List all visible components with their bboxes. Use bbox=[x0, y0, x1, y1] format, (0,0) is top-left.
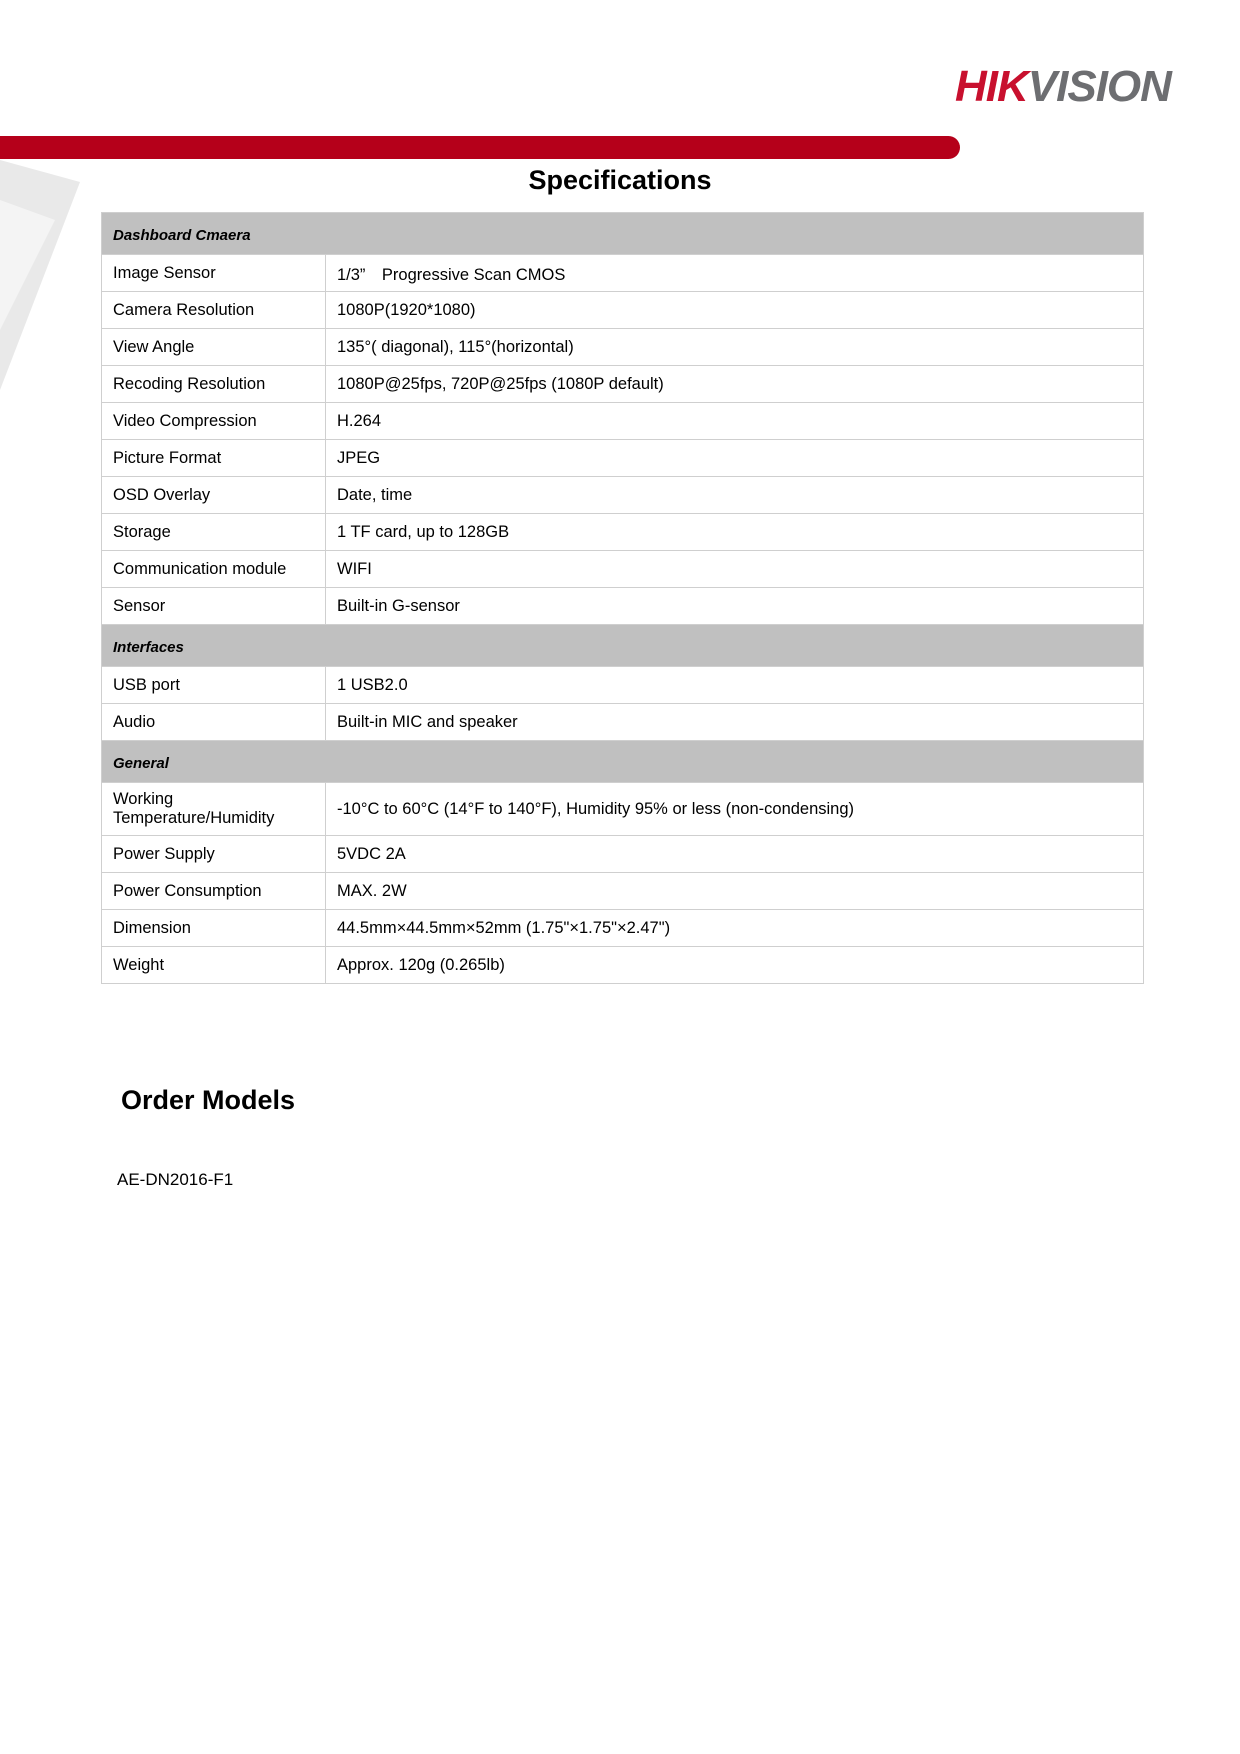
spec-value: 5VDC 2A bbox=[326, 836, 1144, 873]
spec-value: Date, time bbox=[326, 477, 1144, 514]
spec-value: Built-in MIC and speaker bbox=[326, 704, 1144, 741]
spec-value: MAX. 2W bbox=[326, 873, 1144, 910]
spec-key: Recoding Resolution bbox=[102, 366, 326, 403]
spec-key: Image Sensor bbox=[102, 255, 326, 292]
spec-value: 1080P@25fps, 720P@25fps (1080P default) bbox=[326, 366, 1144, 403]
table-row bbox=[102, 588, 1144, 625]
spec-value: JPEG bbox=[326, 440, 1144, 477]
table-row bbox=[102, 403, 1144, 440]
order-model-number: AE-DN2016-F1 bbox=[117, 1170, 234, 1189]
section-header-camera bbox=[102, 213, 1144, 255]
spec-key: Audio bbox=[102, 704, 326, 741]
spec-key: Power Supply bbox=[102, 836, 326, 873]
section-title: General bbox=[102, 741, 1144, 783]
spec-key: Power Consumption bbox=[102, 873, 326, 910]
table-row bbox=[102, 514, 1144, 551]
spec-key: OSD Overlay bbox=[102, 477, 326, 514]
table-row bbox=[102, 783, 1144, 836]
spec-key: Storage bbox=[102, 514, 326, 551]
spec-key: Camera Resolution bbox=[102, 292, 326, 329]
spec-value: 1/3” Progressive Scan CMOS bbox=[326, 255, 1144, 292]
page-title: Specifications bbox=[528, 165, 712, 195]
section-title: Interfaces bbox=[102, 625, 1144, 667]
section-title: Dashboard Cmaera bbox=[102, 213, 1144, 255]
table-row bbox=[102, 873, 1144, 910]
spec-value: Built-in G-sensor bbox=[326, 588, 1144, 625]
table-row bbox=[102, 366, 1144, 403]
hikvision-logo bbox=[955, 62, 1171, 112]
table-row bbox=[102, 836, 1144, 873]
spec-value: Approx. 120g (0.265lb) bbox=[326, 947, 1144, 984]
spec-value: -10°C to 60°C (14°F to 140°F), Humidity 95% or less (non-condensing) bbox=[326, 783, 1144, 836]
spec-value: WIFI bbox=[326, 551, 1144, 588]
spec-table bbox=[101, 212, 1144, 984]
table-row bbox=[102, 947, 1144, 984]
spec-value: 44.5mm×44.5mm×52mm (1.75"×1.75"×2.47") bbox=[326, 910, 1144, 947]
spec-value: 135°( diagonal), 115°(horizontal) bbox=[326, 329, 1144, 366]
spec-key: Weight bbox=[102, 947, 326, 984]
header-red-bar bbox=[0, 136, 960, 159]
spec-value: 1080P(1920*1080) bbox=[326, 292, 1144, 329]
table-row bbox=[102, 440, 1144, 477]
table-row bbox=[102, 292, 1144, 329]
table-row bbox=[102, 667, 1144, 704]
spec-key: Picture Format bbox=[102, 440, 326, 477]
section-header-interfaces bbox=[102, 625, 1144, 667]
table-row bbox=[102, 704, 1144, 741]
table-row bbox=[102, 551, 1144, 588]
table-row bbox=[102, 477, 1144, 514]
spec-key: Working Temperature/Humidity bbox=[102, 783, 326, 836]
table-row bbox=[102, 255, 1144, 292]
logo-part-hik: HIK bbox=[955, 62, 1028, 111]
spec-key: Video Compression bbox=[102, 403, 326, 440]
spec-value: 1 TF card, up to 128GB bbox=[326, 514, 1144, 551]
order-models-title: Order Models bbox=[121, 1085, 296, 1115]
logo-part-vision: VISION bbox=[1027, 62, 1171, 111]
spec-value: 1 USB2.0 bbox=[326, 667, 1144, 704]
spec-key: Communication module bbox=[102, 551, 326, 588]
spec-key: Dimension bbox=[102, 910, 326, 947]
table-row bbox=[102, 329, 1144, 366]
table-row bbox=[102, 910, 1144, 947]
spec-key: USB port bbox=[102, 667, 326, 704]
spec-key: Sensor bbox=[102, 588, 326, 625]
spec-key: View Angle bbox=[102, 329, 326, 366]
section-header-general bbox=[102, 741, 1144, 783]
spec-value: H.264 bbox=[326, 403, 1144, 440]
